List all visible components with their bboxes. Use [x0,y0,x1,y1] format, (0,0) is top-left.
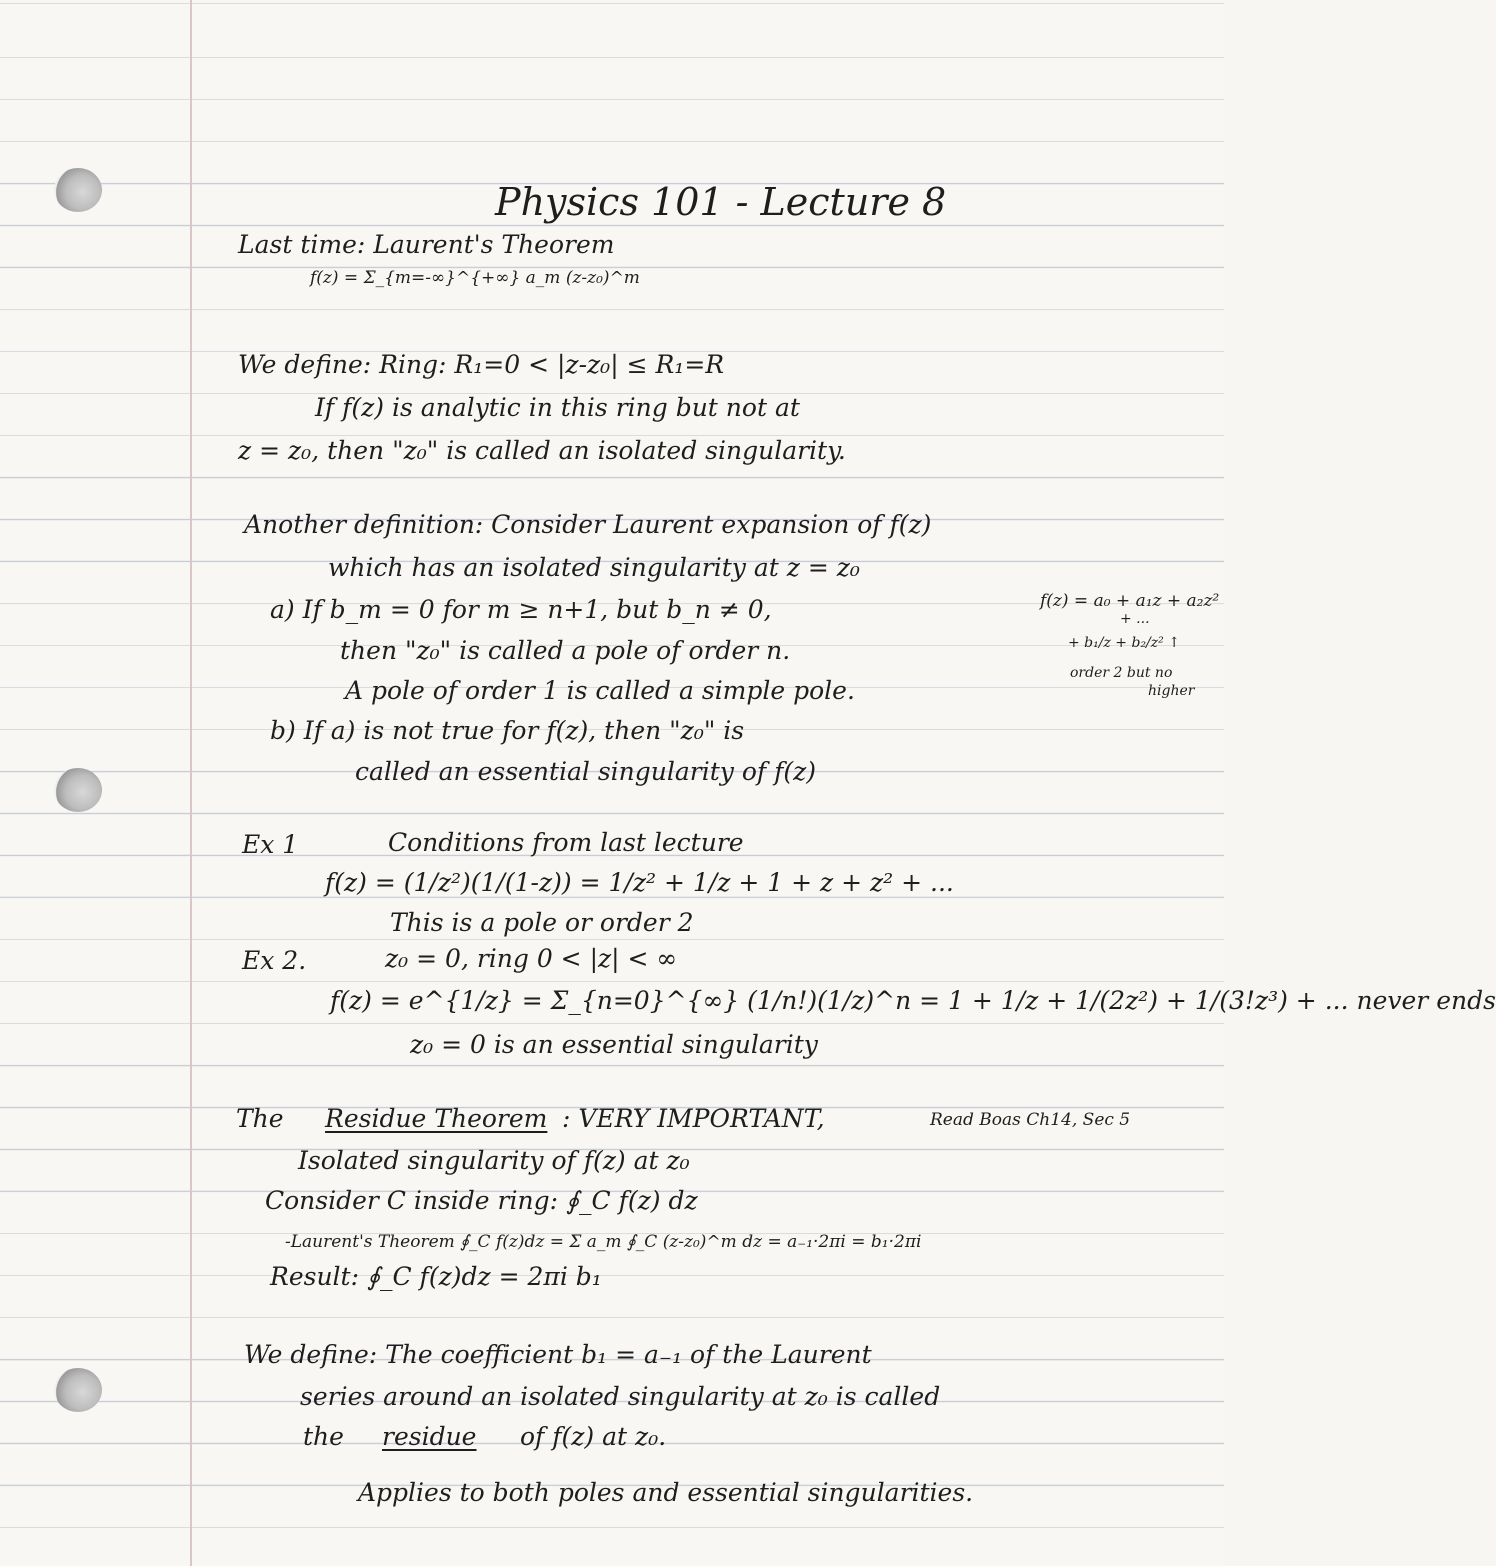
margin-line [190,0,192,1566]
applies-line: Applies to both poles and essential singularities. [358,1478,974,1507]
pole-order-2-line: This is a pole or order 2 [390,908,694,937]
laurent-theorem-integral: -Laurent's Theorem ∮_C f(z)dz = Σ a_m ∮_C (z-z₀)^m dz = a₋₁·2πi = b₁·2πi [285,1232,922,1252]
residue-definition-line-3-end: of f(z) at z₀. [520,1422,667,1451]
the-word-2: the [303,1422,344,1451]
case-a-line: a) If b_m = 0 for m ≥ n+1, but b_n ≠ 0, [270,595,772,624]
example-1-label: Ex 1 [242,830,299,859]
residue-theorem-heading: Residue Theorem [325,1104,548,1133]
another-definition-line: Another definition: Consider Laurent expansion of f(z) [244,510,932,539]
residue-word: residue [382,1422,477,1451]
side-note-series: f(z) = a₀ + a₁z + a₂z² [1040,591,1220,611]
example-2-label: Ex 2. [242,946,307,975]
laurent-series-formula: f(z) = Σ_{m=-∞}^{+∞} a_m (z-z₀)^m [310,268,640,288]
punch-hole-top [54,168,102,212]
which-has-line: which has an isolated singularity at z = z₀ [328,553,860,582]
side-note-dots: + ... [1120,611,1150,627]
punch-hole-bottom [54,1368,102,1412]
last-time-line: Last time: Laurent's Theorem [238,230,615,259]
isolated-singularity-line: z = z₀, then "z₀" is called an isolated singularity. [238,436,846,465]
essential-singularity-example: z₀ = 0 is an essential singularity [410,1030,818,1059]
we-define-ring: We define: Ring: R₁=0 < |z-z₀| ≤ R₁=R [238,350,725,379]
result-line: Result: ∮_C f(z)dz = 2πi b₁ [270,1262,602,1291]
example-1-expansion: f(z) = (1/z²)(1/(1-z)) = 1/z² + 1/z + 1 + z + z² + ... [325,868,954,897]
the-word: The [236,1104,284,1133]
side-note-b-terms: + b₁/z + b₂/z² ↑ [1068,635,1180,651]
pole-of-order-line: then "z₀" is called a pole of order n. [340,636,791,665]
essential-singularity-def-line: called an essential singularity of f(z) [355,757,817,786]
side-note-higher: higher [1148,683,1195,699]
case-b-line: b) If a) is not true for f(z), then "z₀" is [270,716,745,745]
residue-definition-line-2: series around an isolated singularity at z₀ is called [300,1382,941,1411]
page-title: Physics 101 - Lecture 8 [495,180,947,224]
conditions-line: Conditions from last lecture [388,828,744,857]
consider-contour-line: Consider C inside ring: ∮_C f(z) dz [265,1186,698,1215]
very-important-note: : VERY IMPORTANT, [562,1104,825,1133]
read-boas-reference: Read Boas Ch14, Sec 5 [930,1110,1131,1130]
example-2-ring: z₀ = 0, ring 0 < |z| < ∞ [385,944,678,973]
isolated-singularity-line-2: Isolated singularity of f(z) at z₀ [298,1146,690,1175]
side-note-order2: order 2 but no [1070,665,1173,681]
simple-pole-line: A pole of order 1 is called a simple pole. [345,676,855,705]
example-2-expansion: f(z) = e^{1/z} = Σ_{n=0}^{∞} (1/n!)(1/z)^n = 1 + 1/z + 1/(2z²) + 1/(3!z³) + ... never ends [330,986,1496,1015]
punch-hole-middle [54,768,102,812]
analytic-line: If f(z) is analytic in this ring but not at [315,393,800,422]
residue-definition-line-1: We define: The coefficient b₁ = a₋₁ of the Laurent [244,1340,872,1369]
